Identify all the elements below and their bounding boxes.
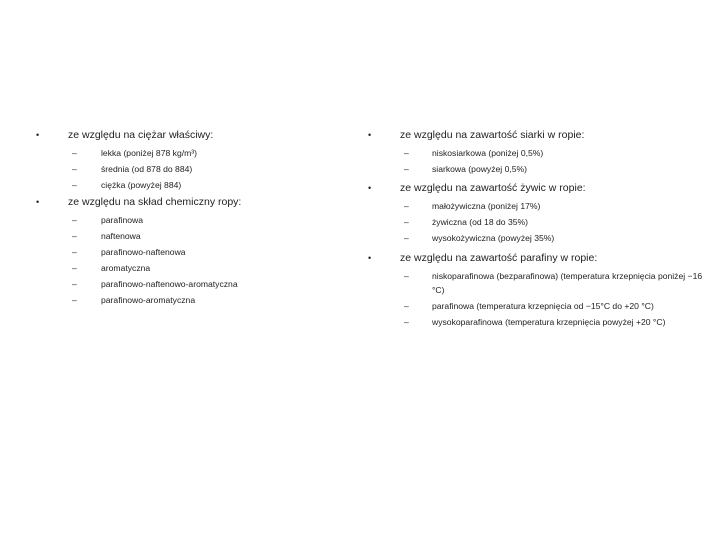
list-item [36,229,336,243]
section-heading-text: ze względu na ciężar właściwy: [68,129,214,141]
dash-icon: – [72,164,77,174]
list-item [368,146,708,160]
bullet-icon: • [36,197,40,207]
list-item-text: lekka (poniżej 878 kg/m³) [101,148,198,158]
section-chemical-composition [36,194,336,307]
bullet-icon: • [368,183,372,193]
right-column [368,127,708,331]
section-sulfur-content [368,127,708,176]
list-item-text: parafinowa [101,215,144,225]
bullet-icon: • [368,130,372,140]
dash-icon: – [404,164,409,174]
list-item-text: ciężka (powyżej 884) [101,180,182,190]
bullet-icon: • [368,253,372,263]
list-item [368,269,708,297]
list-item-text: parafinowo-naftenowo-aromatyczna [101,279,238,289]
list-item-text: siarkowa (powyżej 0,5%) [432,164,528,174]
list-item-text: aromatyczna [101,263,151,273]
list-item-text: niskoparafinowa (bezparafinowa) (temperatura krzepnięcia poniżej −16 °C) [432,271,703,295]
section-heading [36,127,336,143]
list-item [36,146,336,160]
list-item [368,162,708,176]
section-heading-text: ze względu na zawartość parafiny w ropie: [400,252,598,264]
list-item [368,299,708,313]
dash-icon: – [72,279,77,289]
list-item-text: parafinowo-aromatyczna [101,295,196,305]
list-item-text: wysokożywiczna (powyżej 35%) [432,233,555,243]
list-item [36,277,336,291]
list-item [368,231,708,245]
left-column [36,127,336,309]
list-item-text: niskosiarkowa (poniżej 0,5%) [432,148,544,158]
bullet-icon: • [36,130,40,140]
list-item [36,261,336,275]
sub-list [36,213,336,307]
list-item [36,178,336,192]
list-item [36,293,336,307]
list-item [368,315,708,329]
list-item [36,245,336,259]
section-heading [368,180,708,196]
sub-list [36,146,336,192]
dash-icon: – [72,263,77,273]
list-item-text: żywiczna (od 18 do 35%) [432,217,529,227]
section-specific-gravity [36,127,336,192]
section-heading-text: ze względu na skład chemiczny ropy: [68,196,242,208]
dash-icon: – [72,247,77,257]
sub-list [368,269,708,329]
section-resin-content [368,180,708,245]
section-heading [368,250,708,266]
sub-list [368,146,708,176]
section-heading-text: ze względu na zawartość siarki w ropie: [400,129,585,141]
section-heading [36,194,336,210]
section-paraffin-content [368,250,708,329]
list-item [368,199,708,213]
dash-icon: – [404,201,409,211]
list-item-text: naftenowa [101,231,141,241]
list-item [36,162,336,176]
list-item-text: małożywiczna (poniżej 17%) [432,201,541,211]
dash-icon: – [72,231,77,241]
list-item [368,215,708,229]
section-heading [368,127,708,143]
dash-icon: – [404,148,409,158]
dash-icon: – [72,180,77,190]
dash-icon: – [72,215,77,225]
dash-icon: – [404,271,409,281]
list-item-text: parafinowo-naftenowa [101,247,186,257]
list-item-text: parafinowa (temperatura krzepnięcia od −15°C do +20 °C) [432,301,654,311]
dash-icon: – [404,217,409,227]
list-item-text: wysokoparafinowa (temperatura krzepnięcia powyżej +20 °C) [432,317,666,327]
dash-icon: – [72,295,77,305]
dash-icon: – [404,301,409,311]
dash-icon: – [404,233,409,243]
dash-icon: – [404,317,409,327]
list-item [36,213,336,227]
list-item-text: średnia (od 878 do 884) [101,164,193,174]
sub-list [368,199,708,245]
section-heading-text: ze względu na zawartość żywic w ropie: [400,182,586,194]
dash-icon: – [72,148,77,158]
